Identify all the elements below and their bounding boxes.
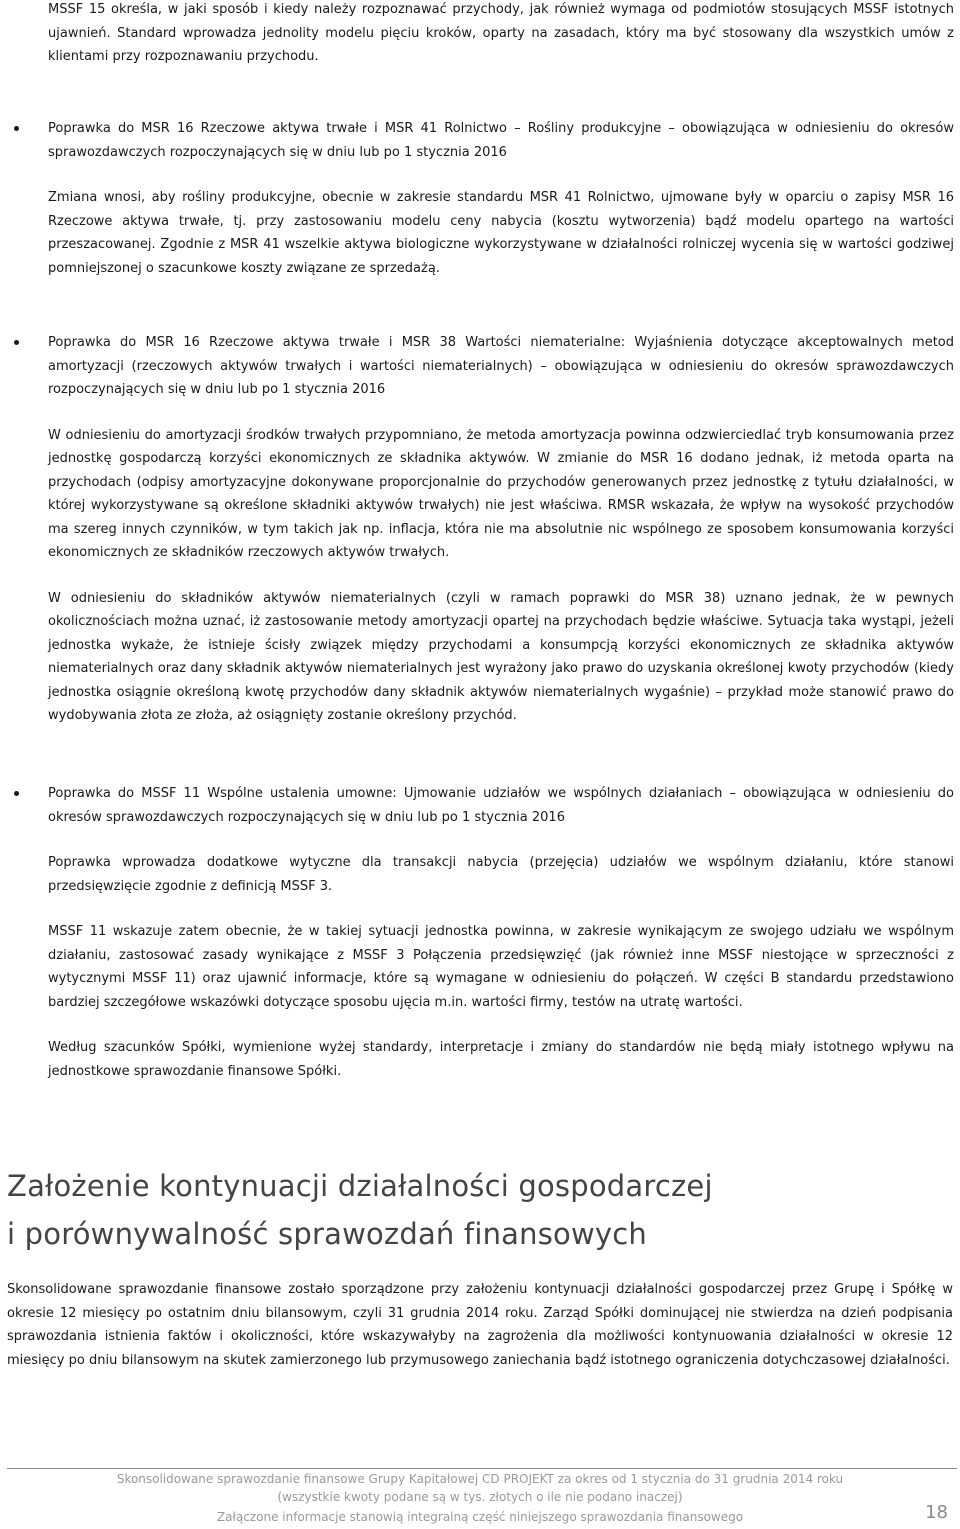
section-heading-line2: i porównywalność sprawozdań finansowych	[7, 1217, 647, 1251]
page-footer	[0, 1470, 960, 1506]
bullet-title: Poprawka do MSR 16 Rzeczowe aktywa trwałe i MSR 38 Wartości niematerialne: Wyjaśnienia dotyczące akceptowalnych metod amortyzacji (rzeczowych aktywów trwałych i wartości niematerialnych) – obowiązująca w odniesieniu do okresów sprawozdawczych rozpoczynających się w dniu lub po 1 stycznia 2016	[48, 335, 954, 397]
bullet-paragraph: W odniesieniu do składników aktywów niematerialnych (czyli w ramach poprawki do MSR 38) uznano jednak, że w pewnych okolicznościach można uznać, iż zastosowanie metody amortyzacji opartej na przychodach będzie właściwe. Sytuacja taka wystąpi, jeżeli jednostka wykaże, że istnieje ścisły związek między przychodami a konsumpcją korzyści ekonomicznych ze składnika aktywów niematerialnych oraz dany składnik aktywów niematerialnych jest wyrażony jako prawo do uzyskania określonej kwoty przychodów (kiedy jednostka osiągnie określoną kwotę przychodów dany składnik aktywów niematerialnych wygaśnie) – przykład może stanowić prawo do wydobywania złota ze złoża, aż osiągnięty zostanie określony przychód.	[48, 590, 954, 723]
bullet-item-mssf11	[48, 782, 954, 1083]
footer-line-report-title: Skonsolidowane sprawozdanie finansowe Grupy Kapitałowej CD PROJEKT za okres od 1 stycznia do 31 grudnia 2014 roku	[116, 1472, 844, 1486]
bullet-paragraph: MSSF 11 wskazuje zatem obecnie, że w takiej sytuacji jednostka powinna, w zakresie wynikającym ze swojego udziału we wspólnym działaniu, zastosować zasady wynikające z MSSF 3 Połączenia przedsięwzięć (jak również inne MSSF niestojące w sprzeczności z wytycznymi MSSF 11) oraz ujawnić informacje, które są wymagane w odniesieniu do połączeń. W części B standardu przedstawiono bardziej szczegółowe wskazówki dotyczące sposobu ujęcia m.in. wartości firmy, testów na utratę wartości.	[48, 924, 954, 1010]
bullet-paragraph: Poprawka wprowadza dodatkowe wytyczne dla transakcji nabycia (przejęcia) udziałów we wspólnym działaniu, które stanowi przedsięwzięcie zgodnie z definicją MSSF 3.	[48, 855, 954, 894]
bullet-icon	[14, 340, 19, 345]
footer-line-units: (wszystkie kwoty podane są w tys. złotych o ile nie podano inaczej)	[277, 1490, 683, 1504]
bullet-title: Poprawka do MSSF 11 Wspólne ustalenia umowne: Ujmowanie udziałów we wspólnych działaniach – obowiązująca w odniesieniu do okresów sprawozdawczych rozpoczynających się w dniu lub po 1 stycznia 2016	[48, 786, 954, 825]
bullet-paragraph: W odniesieniu do amortyzacji środków trwałych przypomniano, że metoda amortyzacja powinna odzwierciedlać tryb konsumowania przez jednostkę gospodarczą korzyści ekonomicznych ze składnika aktywów. W zmianie do MSR 16 dodano jednak, iż metoda oparta na przychodach (odpisy amortyzacyjne dokonywane proporcjonalnie do przychodów generowanych przez jednostkę z tytułu działalności, w której wykorzystywane są określone składniki aktywów trwałych) nie jest właściwa. RMSR wskazała, że wpływ na wysokość przychodów ma szereg innych czynników, w tym takich jak np. inflacja, która nie ma absolutnie nic wspólnego ze sposobem konsumowania korzyści ekonomicznych ze składników rzeczowych aktywów trwałych.	[48, 427, 954, 560]
section-heading-line1: Założenie kontynuacji działalności gospodarczej	[7, 1169, 713, 1203]
bullet-paragraph: Według szacunków Spółki, wymienione wyżej standardy, interpretacje i zmiany do standardów nie będą miały istotnego wpływu na jednostkowe sprawozdanie finansowe Spółki.	[48, 1040, 954, 1079]
footer-line-integral: Załączone informacje stanowią integralną część niniejszego sprawozdania finansowego	[216, 1510, 744, 1524]
bullet-icon	[14, 126, 19, 131]
intro-paragraph: MSSF 15 określa, w jaki sposób i kiedy należy rozpoznawać przychody, jak również wymaga od podmiotów stosujących MSSF istotnych ujawnień. Standard wprowadza jednolity modelu pięciu kroków, oparty na zasadach, który ma być stosowany dla wszystkich umów z klientami przy rozpoznawaniu przychodu.	[48, 2, 954, 64]
bullet-item-msr41	[48, 117, 954, 280]
bullet-paragraph: Zmiana wnosi, aby rośliny produkcyjne, obecnie w zakresie standardu MSR 41 Rolnictwo, ujmowane były w oparciu o zapisy MSR 16 Rzeczowe aktywa trwałe, tj. przy zastosowaniu modelu ceny nabycia (kosztu wytworzenia) bądź modelu opartego na wartości przeszacowanej. Zgodnie z MSR 41 wszelkie aktywa biologiczne wykorzystywane w działalności rolniczej wycenia się w wartości godziwej pomniejszonej o szacunkowe koszty związane ze sprzedażą.	[48, 190, 954, 276]
section-body: Skonsolidowane sprawozdanie finansowe zostało sporządzone przy założeniu kontynuacji działalności gospodarczej przez Grupę i Spółkę w okresie 12 miesięcy po ostatnim dniu bilansowym, czyli 31 grudnia 2014 roku. Zarząd Spółki dominującej nie stwierdza na dzień podpisania sprawozdania istnienia faktów i okoliczności, które wskazywałyby na zagrożenia dla możliwości kontynuowania działalności w okresie 12 miesięcy po dniu bilansowym na skutek zamierzonego lub przymusowego zaniechania bądź istotnego ograniczenia dotychczasowej działalności.	[7, 1282, 953, 1368]
section-heading	[7, 1162, 947, 1258]
bullet-item-msr38	[48, 331, 954, 728]
footer-divider	[7, 1468, 957, 1469]
page-number: 18	[925, 1502, 948, 1523]
bullet-icon	[14, 791, 19, 796]
bullet-title: Poprawka do MSR 16 Rzeczowe aktywa trwałe i MSR 41 Rolnictwo – Rośliny produkcyjne – obowiązująca w odniesieniu do okresów sprawozdawczych rozpoczynających się w dniu lub po 1 stycznia 2016	[48, 121, 954, 160]
